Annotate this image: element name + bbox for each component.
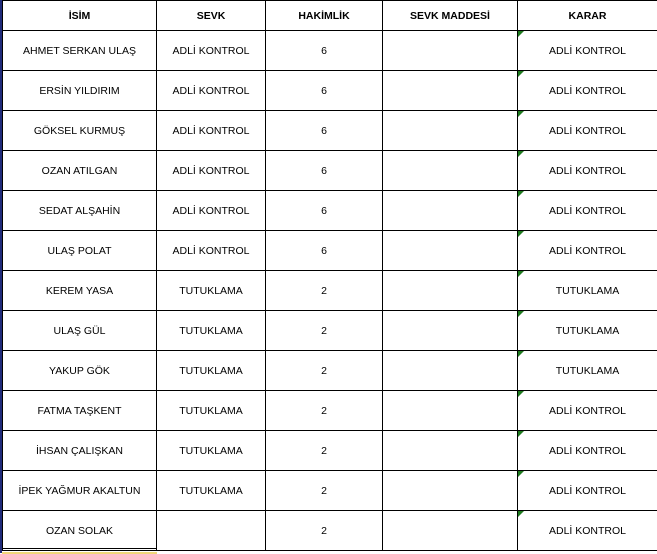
sevk-cell[interactable]: ADLİ KONTROL <box>157 31 266 71</box>
comment-indicator-icon[interactable] <box>518 311 524 317</box>
sevk-maddesi-cell[interactable] <box>383 431 518 471</box>
sevk-maddesi-cell[interactable] <box>383 71 518 111</box>
comment-indicator-icon[interactable] <box>518 151 524 157</box>
comment-indicator-icon[interactable] <box>518 111 524 117</box>
name-cell[interactable]: OZAN SOLAK <box>3 511 157 551</box>
karar-cell[interactable]: ADLİ KONTROL <box>518 31 657 71</box>
sevk-maddesi-cell[interactable] <box>383 231 518 271</box>
hakimlik-cell[interactable]: 6 <box>266 111 383 151</box>
sevk-maddesi-cell[interactable] <box>383 111 518 151</box>
sevk-cell[interactable]: ADLİ KONTROL <box>157 231 266 271</box>
table-row <box>3 391 657 431</box>
karar-cell[interactable]: ADLİ KONTROL <box>518 231 657 271</box>
comment-indicator-icon[interactable] <box>518 31 524 37</box>
karar-cell[interactable]: ADLİ KONTROL <box>518 391 657 431</box>
table-row <box>3 271 657 311</box>
hakimlik-cell[interactable]: 6 <box>266 231 383 271</box>
karar-cell[interactable]: TUTUKLAMA <box>518 311 657 351</box>
next-row-edge <box>2 548 157 554</box>
name-cell[interactable]: KEREM YASA <box>3 271 157 311</box>
table-row <box>3 71 657 111</box>
comment-indicator-icon[interactable] <box>518 431 524 437</box>
hakimlik-cell[interactable]: 2 <box>266 311 383 351</box>
table-row <box>3 471 657 511</box>
hakimlik-cell[interactable]: 2 <box>266 471 383 511</box>
table-row <box>3 31 657 71</box>
comment-indicator-icon[interactable] <box>518 391 524 397</box>
name-cell[interactable]: FATMA TAŞKENT <box>3 391 157 431</box>
hakimlik-cell[interactable]: 6 <box>266 31 383 71</box>
name-cell[interactable]: YAKUP GÖK <box>3 351 157 391</box>
header-sevk[interactable]: SEVK <box>157 1 266 31</box>
sevk-cell[interactable]: TUTUKLAMA <box>157 431 266 471</box>
karar-cell[interactable]: ADLİ KONTROL <box>518 151 657 191</box>
sevk-cell[interactable]: TUTUKLAMA <box>157 351 266 391</box>
sevk-maddesi-cell[interactable] <box>383 31 518 71</box>
karar-cell[interactable]: ADLİ KONTROL <box>518 111 657 151</box>
karar-cell[interactable]: ADLİ KONTROL <box>518 471 657 511</box>
data-table <box>2 0 657 551</box>
sevk-cell[interactable]: ADLİ KONTROL <box>157 151 266 191</box>
sevk-cell[interactable]: ADLİ KONTROL <box>157 111 266 151</box>
hakimlik-cell[interactable]: 6 <box>266 191 383 231</box>
table-row <box>3 431 657 471</box>
sevk-maddesi-cell[interactable] <box>383 391 518 431</box>
hakimlik-cell[interactable]: 6 <box>266 71 383 111</box>
sevk-maddesi-cell[interactable] <box>383 511 518 551</box>
karar-cell[interactable]: ADLİ KONTROL <box>518 511 657 551</box>
karar-cell[interactable]: ADLİ KONTROL <box>518 191 657 231</box>
sevk-cell[interactable]: TUTUKLAMA <box>157 391 266 431</box>
header-row <box>3 1 657 31</box>
header-name[interactable]: İSİM <box>3 1 157 31</box>
karar-cell[interactable]: TUTUKLAMA <box>518 351 657 391</box>
sevk-maddesi-cell[interactable] <box>383 191 518 231</box>
header-hakimlik[interactable]: HAKİMLİK <box>266 1 383 31</box>
comment-indicator-icon[interactable] <box>518 471 524 477</box>
sevk-cell[interactable] <box>157 511 266 551</box>
table-row <box>3 111 657 151</box>
sevk-cell[interactable]: TUTUKLAMA <box>157 471 266 511</box>
sevk-cell[interactable]: TUTUKLAMA <box>157 271 266 311</box>
sevk-maddesi-cell[interactable] <box>383 311 518 351</box>
name-cell[interactable]: ERSİN YILDIRIM <box>3 71 157 111</box>
sevk-cell[interactable]: ADLİ KONTROL <box>157 191 266 231</box>
comment-indicator-icon[interactable] <box>518 351 524 357</box>
hakimlik-cell[interactable]: 2 <box>266 351 383 391</box>
header-sevk-maddesi[interactable]: SEVK MADDESİ <box>383 1 518 31</box>
karar-cell[interactable]: ADLİ KONTROL <box>518 431 657 471</box>
table-row <box>3 311 657 351</box>
table-row <box>3 511 657 551</box>
hakimlik-cell[interactable]: 2 <box>266 431 383 471</box>
sevk-maddesi-cell[interactable] <box>383 271 518 311</box>
comment-indicator-icon[interactable] <box>518 271 524 277</box>
karar-cell[interactable]: TUTUKLAMA <box>518 271 657 311</box>
table-row <box>3 351 657 391</box>
sevk-maddesi-cell[interactable] <box>383 471 518 511</box>
sevk-cell[interactable]: ADLİ KONTROL <box>157 71 266 111</box>
hakimlik-cell[interactable]: 6 <box>266 151 383 191</box>
table-row <box>3 231 657 271</box>
table-row <box>3 151 657 191</box>
hakimlik-cell[interactable]: 2 <box>266 391 383 431</box>
name-cell[interactable]: ULAŞ GÜL <box>3 311 157 351</box>
sevk-cell[interactable]: TUTUKLAMA <box>157 311 266 351</box>
karar-cell[interactable]: ADLİ KONTROL <box>518 71 657 111</box>
comment-indicator-icon[interactable] <box>518 511 524 517</box>
comment-indicator-icon[interactable] <box>518 191 524 197</box>
table-body <box>3 31 657 551</box>
name-cell[interactable]: AHMET SERKAN ULAŞ <box>3 31 157 71</box>
name-cell[interactable]: ULAŞ POLAT <box>3 231 157 271</box>
name-cell[interactable]: SEDAT ALŞAHİN <box>3 191 157 231</box>
hakimlik-cell[interactable]: 2 <box>266 271 383 311</box>
sevk-maddesi-cell[interactable] <box>383 151 518 191</box>
sevk-maddesi-cell[interactable] <box>383 351 518 391</box>
table-row <box>3 191 657 231</box>
comment-indicator-icon[interactable] <box>518 71 524 77</box>
name-cell[interactable]: OZAN ATILGAN <box>3 151 157 191</box>
hakimlik-cell[interactable]: 2 <box>266 511 383 551</box>
name-cell[interactable]: İHSAN ÇALIŞKAN <box>3 431 157 471</box>
comment-indicator-icon[interactable] <box>518 231 524 237</box>
name-cell[interactable]: GÖKSEL KURMUŞ <box>3 111 157 151</box>
header-karar[interactable]: KARAR <box>518 1 657 31</box>
name-cell[interactable]: İPEK YAĞMUR AKALTUN <box>3 471 157 511</box>
